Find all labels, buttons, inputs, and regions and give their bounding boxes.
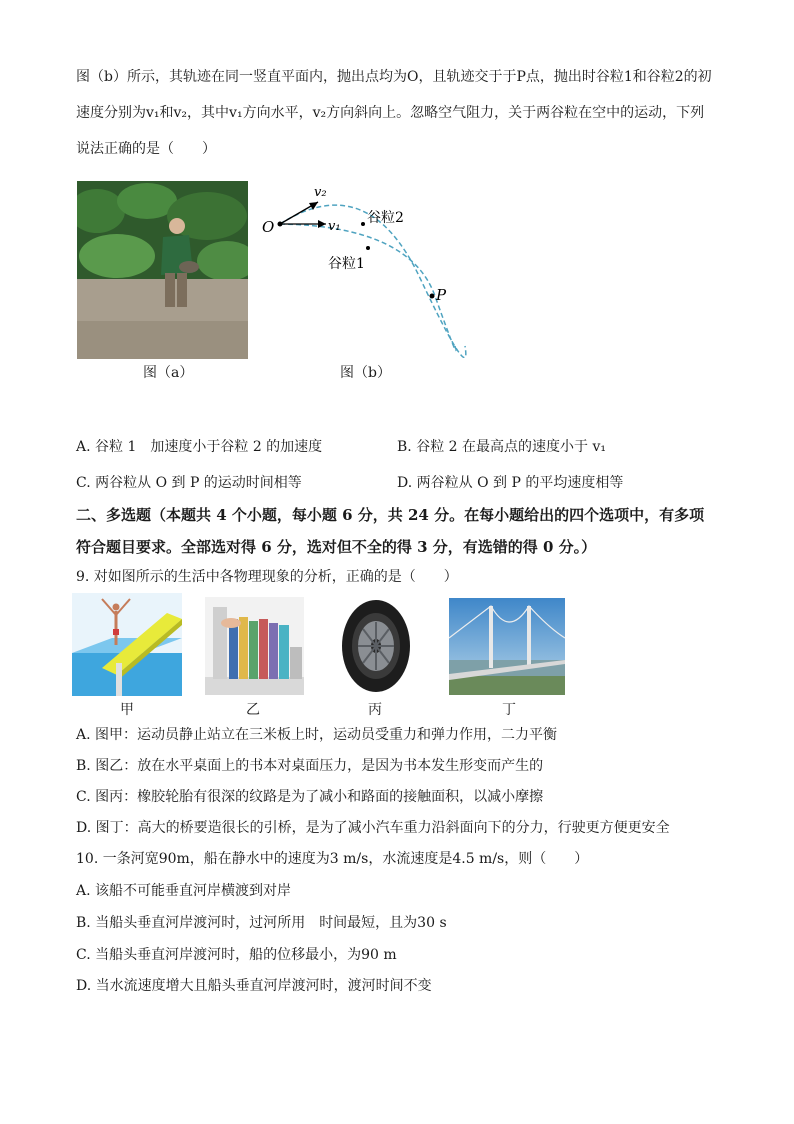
intro-line-1: 图（b）所示，其轨迹在同一竖直平面内，抛出点均为O，且轨迹交于于P点，抛出时谷粒1和谷粒2的初: [76, 69, 712, 85]
q9-stem: 9. 对如图所示的生活中各物理现象的分析，正确的是（ ）: [76, 569, 458, 585]
q9-option-a: A. 图甲：运动员静止站立在三米板上时，运动员受重力和弹力作用，二力平衡: [76, 727, 558, 743]
q9-image-tire: [338, 597, 414, 695]
figure-a-caption: 图（a）: [143, 365, 194, 381]
q9-image-bridge: [449, 598, 565, 695]
figure-b-caption: 图（b）: [340, 365, 391, 381]
point-O: [278, 222, 283, 227]
label-P: P: [436, 286, 447, 304]
point-P: [430, 294, 435, 299]
trajectory-grain-2: [280, 205, 466, 357]
label-v2: v₂: [314, 185, 327, 200]
trajectory-grain-1: [280, 224, 456, 350]
figure-a-photo: [77, 181, 248, 359]
label-v1: v₁: [328, 219, 341, 234]
label-O: O: [262, 218, 275, 236]
intro-line-3: 说法正确的是（ ）: [76, 141, 216, 157]
q9-option-b: B. 图乙：放在水平桌面上的书本对桌面压力，是因为书本发生形变而产生的: [76, 758, 544, 774]
q9-image-books: [205, 597, 304, 695]
q9-caption-ding: 丁: [502, 702, 516, 718]
q9-option-c: C. 图丙：橡胶轮胎有很深的纹路是为了减小和路面的接触面积，以减小摩擦: [76, 789, 544, 805]
q9-image-diving-board: [72, 593, 182, 696]
q10-option-c: C. 当船头垂直河岸渡河时，船的位移最小，为90 m: [76, 947, 397, 963]
q9-option-d: D. 图丁：高大的桥要造很长的引桥，是为了减小汽车重力沿斜面向下的分力，行驶更方便更安全: [76, 820, 670, 836]
q8-option-a: A. 谷粒 1 加速度小于谷粒 2 的加速度: [76, 439, 323, 455]
q10-stem: 10. 一条河宽90m，船在静水中的速度为3 m/s，水流速度是4.5 m/s，则（ ）: [76, 851, 589, 867]
q9-caption-bing: 丙: [368, 702, 382, 718]
figure-b-diagram: [260, 178, 480, 358]
q10-option-d: D. 当水流速度增大且船头垂直河岸渡河时，渡河时间不变: [76, 978, 432, 994]
q8-option-c: C. 两谷粒从 O 到 P 的运动时间相等: [76, 475, 302, 491]
label-grain-2: 谷粒2: [367, 210, 404, 226]
section2-heading-line-1: 二、多选题（本题共 4 个小题，每小题 6 分，共 24 分。在每小题给出的四个选项中，有多项: [76, 506, 705, 524]
q9-caption-jia: 甲: [120, 702, 134, 718]
label-grain-1: 谷粒1: [328, 256, 365, 272]
section2-heading-line-2: 符合题目要求。全部选对得 6 分，选对但不全的得 3 分，有选错的得 0 分。）: [76, 538, 597, 556]
q8-option-d: D. 两谷粒从 O 到 P 的平均速度相等: [397, 475, 624, 491]
q8-option-b: B. 谷粒 2 在最高点的速度小于 v₁: [397, 439, 606, 455]
intro-line-2: 速度分别为v₁和v₂，其中v₁方向水平，v₂方向斜向上。忽略空气阻力，关于两谷粒在空中的运动，下列: [76, 105, 705, 121]
q9-caption-yi: 乙: [246, 702, 260, 718]
q10-option-a: A. 该船不可能垂直河岸横渡到对岸: [76, 883, 292, 899]
q10-option-b: B. 当船头垂直河岸渡河时，过河所用 时间最短，且为30 s: [76, 915, 447, 931]
